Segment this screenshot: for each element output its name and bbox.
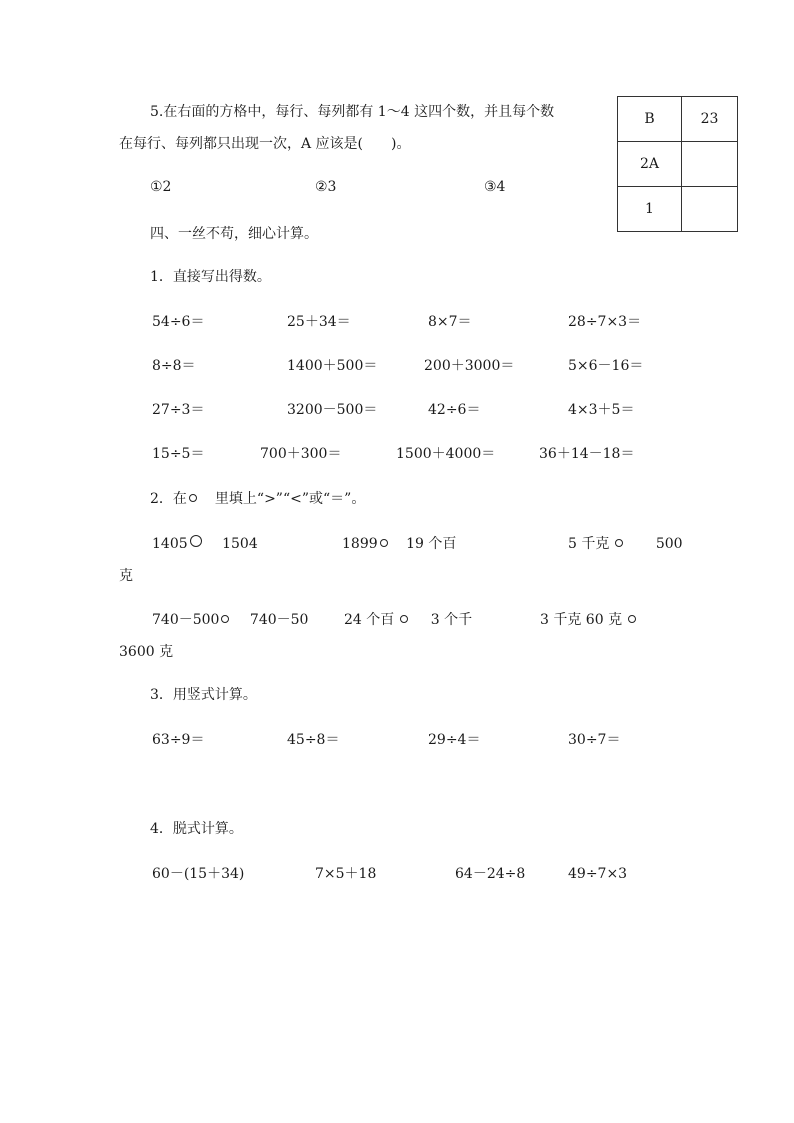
- p1-expr: 700＋300＝: [260, 446, 342, 462]
- p4-expr: 49÷7×3: [568, 866, 628, 882]
- circle-blank-icon[interactable]: [380, 539, 388, 547]
- p2-title-pre: 2．在: [150, 491, 187, 507]
- p1-expr: 15÷5＝: [152, 446, 205, 462]
- p3-title: 3．用竖式计算。: [150, 687, 257, 703]
- compare-left: 5 千克: [568, 536, 610, 552]
- p2-compare-wrap: 克: [119, 568, 133, 584]
- p1-expr: 1400＋500＝: [287, 358, 378, 374]
- p1-expr: 4×3＋5＝: [568, 402, 635, 418]
- q5-option-1: ①2: [150, 179, 172, 195]
- compare-left: 3 千克 60 克: [540, 612, 623, 628]
- compare-left: 740－500: [152, 612, 220, 628]
- grid-row: [618, 97, 738, 142]
- p3-expr: 45÷8＝: [287, 732, 340, 748]
- grid-cell: 1: [618, 187, 682, 232]
- p1-expr: 1500＋4000＝: [396, 446, 496, 462]
- circle-blank-icon[interactable]: [615, 539, 623, 547]
- p1-expr: 42÷6＝: [428, 402, 481, 418]
- circle-blank-icon[interactable]: [628, 615, 636, 623]
- p4-expr: 64－24÷8: [455, 866, 526, 882]
- p2-title-post: 里填上“>”“<”或“＝”。: [214, 491, 366, 507]
- grid-cell: [682, 187, 738, 232]
- p1-expr: 27÷3＝: [152, 402, 205, 418]
- p2-compare: [342, 535, 456, 553]
- p4-expr: 60－(15＋34): [152, 866, 245, 882]
- compare-right: 19 个百: [406, 536, 457, 552]
- p2-compare: [540, 611, 638, 629]
- compare-right: 500: [655, 536, 683, 552]
- circle-blank-icon[interactable]: [400, 615, 408, 623]
- p1-expr: 3200－500＝: [287, 402, 378, 418]
- grid-row: [618, 142, 738, 187]
- p1-expr: 25＋34＝: [287, 314, 351, 330]
- q5-option-3: ③4: [484, 179, 506, 195]
- q5-line1: 5.在右面的方格中，每行、每列都有 1～4 这四个数，并且每个数: [150, 104, 555, 120]
- compare-left: 24 个百: [344, 612, 395, 628]
- p3-expr: 63÷9＝: [152, 732, 205, 748]
- circle-blank-icon[interactable]: [221, 615, 229, 623]
- p1-expr: 5×6－16＝: [568, 358, 644, 374]
- q5-option-2: ②3: [315, 179, 337, 195]
- p1-expr: 8÷8＝: [152, 358, 196, 374]
- grid-cell: B: [618, 97, 682, 142]
- p1-expr: 28÷7×3＝: [568, 314, 642, 330]
- p3-expr: 29÷4＝: [428, 732, 481, 748]
- compare-right: 1504: [222, 536, 258, 552]
- p2-compare: [568, 535, 683, 553]
- p2-compare-wrap: 3600 克: [119, 644, 174, 660]
- p1-expr: 54÷6＝: [152, 314, 205, 330]
- compare-left: 1899: [342, 536, 378, 552]
- p4-title: 4．脱式计算。: [150, 821, 243, 837]
- p1-title: 1．直接写出得数。: [150, 269, 271, 285]
- p2-title: [150, 490, 365, 508]
- p3-expr: 30÷7＝: [568, 732, 621, 748]
- p1-expr: 36＋14－18＝: [539, 446, 635, 462]
- grid-row: [618, 187, 738, 232]
- q5-line2: 在每行、每列都只出现一次，A 应该是( )。: [119, 136, 411, 152]
- p2-compare: [344, 611, 472, 629]
- grid-cell: 2A: [618, 142, 682, 187]
- grid-cell: [682, 142, 738, 187]
- circle-blank-icon[interactable]: [190, 535, 202, 547]
- compare-right: 740－50: [249, 612, 309, 628]
- q5-number-grid: [617, 96, 738, 232]
- p2-compare: [152, 535, 258, 553]
- p4-expr: 7×5＋18: [315, 866, 377, 882]
- circle-blank-icon: [189, 494, 197, 502]
- p1-expr: 200＋3000＝: [424, 358, 515, 374]
- p1-expr: 8×7＝: [428, 314, 472, 330]
- section-4-title: 四、一丝不苟，细心计算。: [150, 226, 318, 242]
- grid-cell: 23: [682, 97, 738, 142]
- compare-right: 3 个千: [430, 612, 473, 628]
- compare-left: 1405: [152, 536, 188, 552]
- p2-compare: [152, 611, 308, 629]
